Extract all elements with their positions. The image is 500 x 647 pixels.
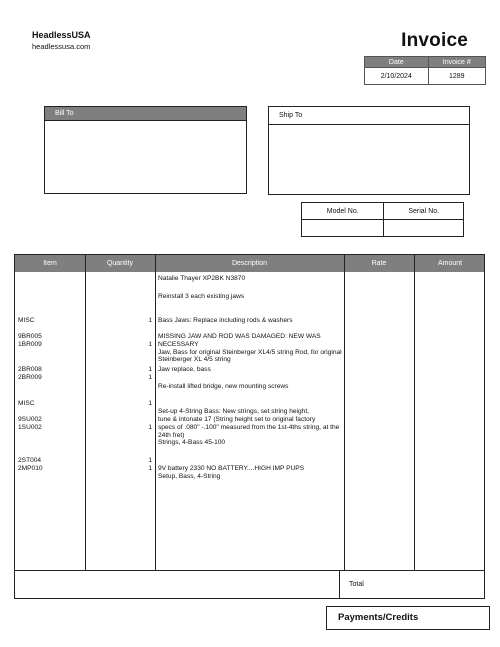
line-item-code: 2ST004: [18, 457, 42, 464]
model-number-header: Model No.: [302, 203, 384, 220]
line-quantity: 1: [148, 400, 152, 407]
line-quantity: 1: [148, 317, 152, 324]
serial-number-header: Serial No.: [384, 203, 464, 220]
description-column-header: Description: [231, 260, 267, 267]
model-number-cell: [302, 220, 384, 237]
column-divider: [155, 255, 156, 570]
line-item-code: MISC: [18, 400, 35, 407]
invoice-meta-table: [364, 56, 486, 85]
line-item-code: 2BR008: [18, 366, 42, 373]
total-divider: [339, 571, 340, 598]
company-name: HeadlessUSA: [32, 30, 91, 40]
line-item-code: 2MP010: [18, 465, 43, 472]
line-description: Natalie Thayer XP2BK N3870: [158, 275, 246, 282]
item-column-header: Item: [43, 260, 57, 267]
line-description: Set-up 4-String Bass: New strings, set string height,: [158, 408, 309, 415]
line-quantity: 1: [148, 341, 152, 348]
date-header: Date: [365, 57, 429, 68]
line-quantity: 1: [148, 457, 152, 464]
line-description: Re-install lifted bridge, new mounting screws: [158, 383, 289, 390]
column-divider: [414, 255, 415, 570]
line-item-code: 9SU002: [18, 416, 42, 423]
line-description: specs of .080" -.100" measured from the 1st-4ths string, at the 24th fret) Strings, 4-Bass 45-100: [158, 424, 340, 447]
line-description: Bass Jaws: Replace including rods & washers: [158, 317, 293, 324]
line-item-code: 1SU002: [18, 424, 42, 431]
invoice-title: Invoice: [401, 30, 468, 51]
line-item-code: 9BR005: [18, 333, 42, 340]
line-description: MISSING JAW AND ROD WAS DAMAGED: NEW WAS: [158, 333, 321, 340]
amount-column-header: Amount: [437, 260, 463, 267]
line-description: Jaw replace, bass: [158, 366, 211, 373]
rate-column-header: Rate: [371, 260, 387, 267]
total-label: Total: [349, 581, 364, 588]
ship-to-label: Ship To: [269, 107, 469, 125]
quantity-column-header: Quantity: [106, 260, 134, 267]
invoice-date: 2/10/2024: [365, 68, 429, 85]
line-description: tune & intonate 17 (String height set to original factory: [158, 416, 316, 423]
line-item-code: MISC: [18, 317, 35, 324]
line-description: NECESSARY Jaw, Bass for original Steinberger XL4/5 string Rod, for original Steinberger XL 4/5 string: [158, 341, 342, 364]
line-quantity: 1: [148, 465, 152, 472]
payments-credits-box: Payments/Credits: [326, 606, 490, 630]
ship-to-box: [268, 106, 470, 195]
line-quantity: 1: [148, 424, 152, 431]
invoice-number: 1289: [428, 68, 485, 85]
line-quantity: 1: [148, 366, 152, 373]
model-serial-table: [301, 202, 464, 237]
line-item-code: 1BR009: [18, 341, 42, 348]
serial-number-cell: [384, 220, 464, 237]
line-items-table: [14, 254, 485, 571]
invoice-number-header: Invoice #: [428, 57, 485, 68]
bill-to-box: [44, 106, 247, 194]
column-divider: [85, 255, 86, 570]
line-description: Reinstall 3 each existing jaws: [158, 293, 245, 300]
bill-to-label: Bill To: [45, 107, 246, 121]
company-website: headlessusa.com: [32, 42, 91, 51]
total-row: [14, 570, 485, 599]
line-quantity: 1: [148, 374, 152, 381]
line-description: 9V battery 2330 NO BATTERY....HIGH IMP PUPS Setup, Bass, 4-String: [158, 465, 305, 480]
line-item-code: 2BR009: [18, 374, 42, 381]
